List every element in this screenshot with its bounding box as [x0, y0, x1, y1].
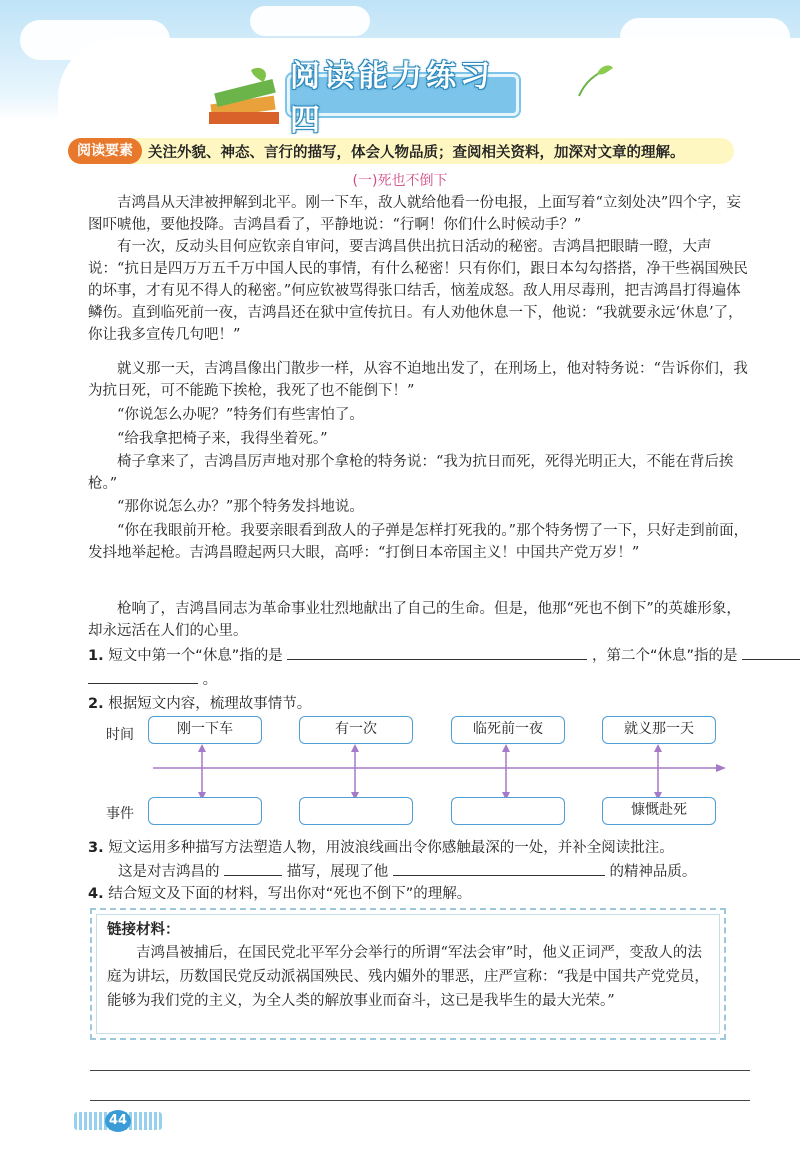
passage-paragraph: “那你说怎么办？”那个特务发抖地说。	[117, 499, 364, 515]
section-title: (一)死也不倒下	[352, 173, 448, 189]
reading-key-text: 关注外貌、神态、言行的描写，体会人物品质；查阅相关资料，加深对文章的理解。	[148, 144, 685, 161]
passage-paragraph: 有一次，反动头目何应钦亲自审问，要吉鸿昌供出抗日活动的秘密。吉鸿昌把眼睛一瞪，大声说：“抗日是四万万五千万中国人民的事情，有什么秘密！只有你们，跟日本勾勾搭搭，净干些祸国殃民的坏事，才有见不得人的秘密。”何应钦被骂得张口结舌，恼羞成怒。敌人用尽毒刑，把吉鸿昌打得遍体鳞伤。直到临死前一夜，吉鸿昌还在狱中宣传抗日。有人劝他休息一下，他说：“我就要永远‘休息’了，你让我多宣传几句吧！”	[88, 239, 748, 343]
question-number: 1.	[88, 648, 104, 664]
question-3-annotation	[118, 860, 696, 881]
page-margin	[0, 120, 58, 1164]
timeline-event-label: 事件	[106, 806, 134, 822]
answer-blank[interactable]	[88, 668, 198, 684]
question-1	[88, 644, 800, 665]
answer-blank[interactable]	[287, 644, 587, 660]
timeline-event-box: 慷慨赴死	[602, 797, 716, 825]
timeline-time-label: 时间	[106, 727, 134, 743]
passage-paragraph: 椅子拿来了，吉鸿昌厉声地对那个拿枪的特务说：“我为抗日而死，死得光明正大，不能在背后挨枪。”	[88, 454, 734, 492]
question-text: 短文中第一个“休息”指的是	[108, 648, 283, 664]
passage-paragraph: “你在我眼前开枪。我要亲眼看到敌人的子弹是怎样打死我的。”那个特务愣了一下，只好走到前面，发抖地举起枪。吉鸿昌瞪起两只大眼，高呼：“打倒日本帝国主义！中国共产党万岁！”	[88, 523, 749, 561]
cloud-decoration	[250, 6, 370, 36]
annotation-text: 这是对吉鸿昌的	[118, 864, 220, 880]
question-text: ，第二个“休息”指的是	[591, 648, 738, 664]
answer-line[interactable]	[90, 1070, 750, 1071]
timeline-event-box[interactable]	[451, 797, 565, 825]
reading-key-label: 阅读要素	[68, 138, 142, 164]
passage-paragraph: “你说怎么办呢？”特务们有些害怕了。	[117, 407, 364, 423]
answer-line[interactable]	[90, 1100, 750, 1101]
question-text: 结合短文及下面的材料，写出你对“死也不倒下”的理解。	[108, 886, 472, 902]
question-text: 。	[202, 672, 218, 688]
passage-paragraph: “给我拿把椅子来，我得坐着死。”	[117, 431, 328, 447]
question-number: 4.	[88, 886, 104, 902]
timeline-event-box[interactable]	[148, 797, 262, 825]
question-4	[88, 882, 471, 903]
passage-paragraph: 就义那一天，吉鸿昌像出门散步一样，从容不迫地出发了，在刑场上，他对特务说：“告诉你们，我为抗日死，可不能跪下挨枪，我死了也不能倒下！”	[88, 361, 748, 399]
annotation-text: 描写，展现了他	[286, 864, 389, 880]
answer-blank[interactable]	[224, 860, 282, 876]
timeline-time-box: 刚一下车	[148, 716, 262, 744]
link-material-inner	[96, 914, 720, 1034]
question-text: 根据短文内容，梳理故事情节。	[108, 696, 312, 712]
link-material-text: 吉鸿昌被捕后，在国民党北平军分会举行的所谓“军法会审”时，他义正词严，变敌人的法庭为讲坛，历数国民党反动派祸国殃民、残内媚外的罪恶，庄严宣称：“我是中国共产党党员，能够为我们党的主义，为全人类的解放事业而奋斗，这已是我毕生的最大光荣。”	[107, 945, 709, 1009]
question-number: 2.	[88, 696, 104, 712]
question-text: 短文运用多种描写方法塑造人物，用波浪线画出令你感触最深的一处，并补全阅读批注。	[108, 840, 674, 856]
page-number-badge	[74, 1110, 162, 1132]
question-2	[88, 692, 311, 713]
question-number: 3.	[88, 840, 104, 856]
annotation-text: 的精神品质。	[609, 864, 697, 880]
reading-key-bar	[68, 138, 734, 164]
books-icon	[205, 66, 291, 128]
answer-blank[interactable]	[393, 860, 605, 876]
link-material-box	[90, 908, 726, 1040]
answer-blank[interactable]	[742, 644, 800, 660]
timeline-event-box[interactable]	[299, 797, 413, 825]
passage-paragraph: 吉鸿昌从天津被押解到北平。刚一下车，敌人就给他看一份电报，上面写着“立刻处决”四个字，妄图吓唬他，要他投降。吉鸿昌看了，平静地说：“行啊！你们什么时候动手？”	[88, 195, 741, 233]
timeline-time-box: 临死前一夜	[451, 716, 565, 744]
page-title: 阅读能力练习四	[290, 59, 494, 138]
leaf-icon	[575, 62, 615, 102]
timeline-time-box: 有一次	[299, 716, 413, 744]
question-1-continued	[88, 668, 217, 689]
title-banner	[287, 59, 519, 138]
title-area	[205, 59, 605, 138]
link-material-title: 链接材料：	[107, 922, 180, 938]
question-3	[88, 836, 674, 857]
page-number: 44	[105, 1110, 131, 1132]
passage-paragraph: 枪响了，吉鸿昌同志为革命事业壮烈地献出了自己的生命。但是，他那“死也不倒下”的英雄形象，却永远活在人们的心里。	[88, 601, 741, 639]
timeline-time-box: 就义那一天	[602, 716, 716, 744]
